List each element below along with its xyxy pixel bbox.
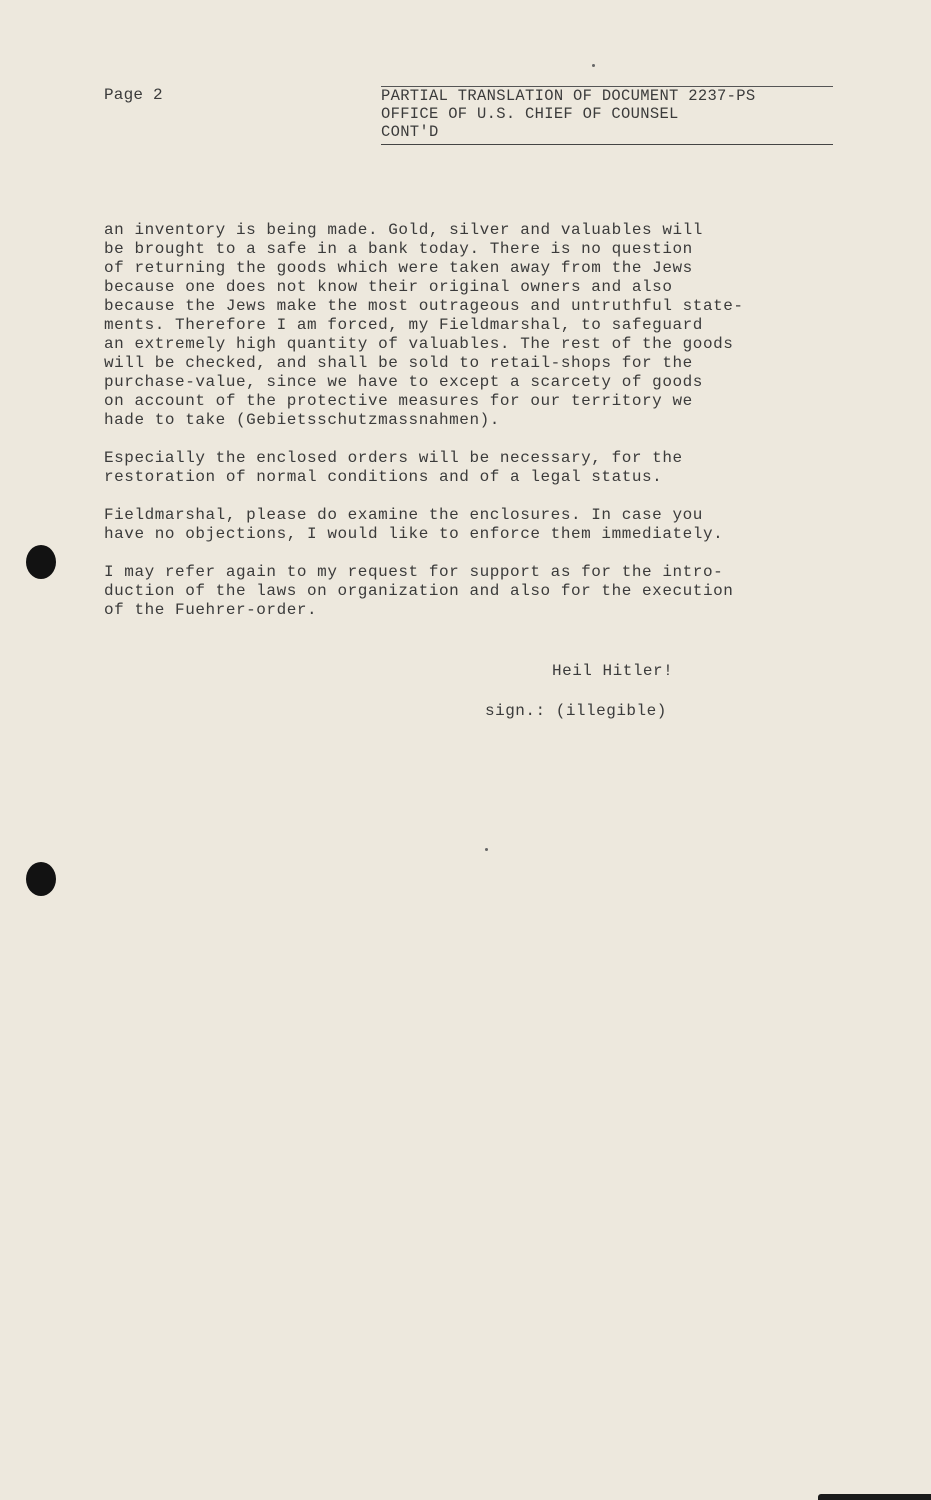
body-line: I may refer again to my request for support as for the intro- bbox=[104, 563, 724, 581]
body-line: an inventory is being made. Gold, silver and valuables will bbox=[104, 221, 703, 239]
punch-hole bbox=[26, 545, 56, 579]
paragraph-spacer bbox=[104, 430, 834, 449]
letter-body bbox=[104, 221, 834, 620]
paper-speck bbox=[592, 64, 595, 67]
paragraph-request bbox=[104, 563, 834, 620]
body-line: restoration of normal conditions and of a legal status. bbox=[104, 468, 663, 486]
paper-speck bbox=[485, 848, 488, 851]
body-line: of the Fuehrer-order. bbox=[104, 601, 318, 619]
header-underline bbox=[381, 144, 833, 145]
body-line: duction of the laws on organization and also for the execution bbox=[104, 582, 734, 600]
page-number: Page 2 bbox=[104, 86, 163, 104]
signature-line: sign.: (illegible) bbox=[485, 702, 667, 720]
body-line: be brought to a safe in a bank today. There is no question bbox=[104, 240, 693, 258]
paper-edge-mark bbox=[818, 1494, 931, 1500]
body-line: because the Jews make the most outrageous and untruthful state- bbox=[104, 297, 744, 315]
paragraph-enclosures bbox=[104, 506, 834, 544]
body-line: because one does not know their original owners and also bbox=[104, 278, 673, 296]
header-title-line: PARTIAL TRANSLATION OF DOCUMENT 2237-PS bbox=[381, 86, 833, 105]
body-line: Fieldmarshal, please do examine the enclosures. In case you bbox=[104, 506, 703, 524]
body-line: purchase-value, since we have to except a scarcety of goods bbox=[104, 373, 703, 391]
paragraph-spacer bbox=[104, 487, 834, 506]
header-office-line: OFFICE OF U.S. CHIEF OF COUNSEL bbox=[381, 105, 679, 123]
body-line: Especially the enclosed orders will be necessary, for the bbox=[104, 449, 683, 467]
header-contd-line: CONT'D bbox=[381, 123, 439, 141]
body-line: have no objections, I would like to enforce them immediately. bbox=[104, 525, 724, 543]
body-line: will be checked, and shall be sold to retail-shops for the bbox=[104, 354, 693, 372]
document-header bbox=[381, 86, 833, 141]
paragraph-enclosed-orders bbox=[104, 449, 834, 487]
body-line: an extremely high quantity of valuables. The rest of the goods bbox=[104, 335, 734, 353]
paragraph-spacer bbox=[104, 544, 834, 563]
punch-hole bbox=[26, 862, 56, 896]
body-line: on account of the protective measures for our territory we bbox=[104, 392, 693, 410]
body-line: of returning the goods which were taken away from the Jews bbox=[104, 259, 693, 277]
closing-salutation: Heil Hitler! bbox=[552, 662, 674, 680]
body-line: ments. Therefore I am forced, my Fieldmarshal, to safeguard bbox=[104, 316, 703, 334]
body-line: hade to take (Gebietsschutzmassnahmen). bbox=[104, 411, 500, 429]
paragraph-inventory bbox=[104, 221, 834, 430]
